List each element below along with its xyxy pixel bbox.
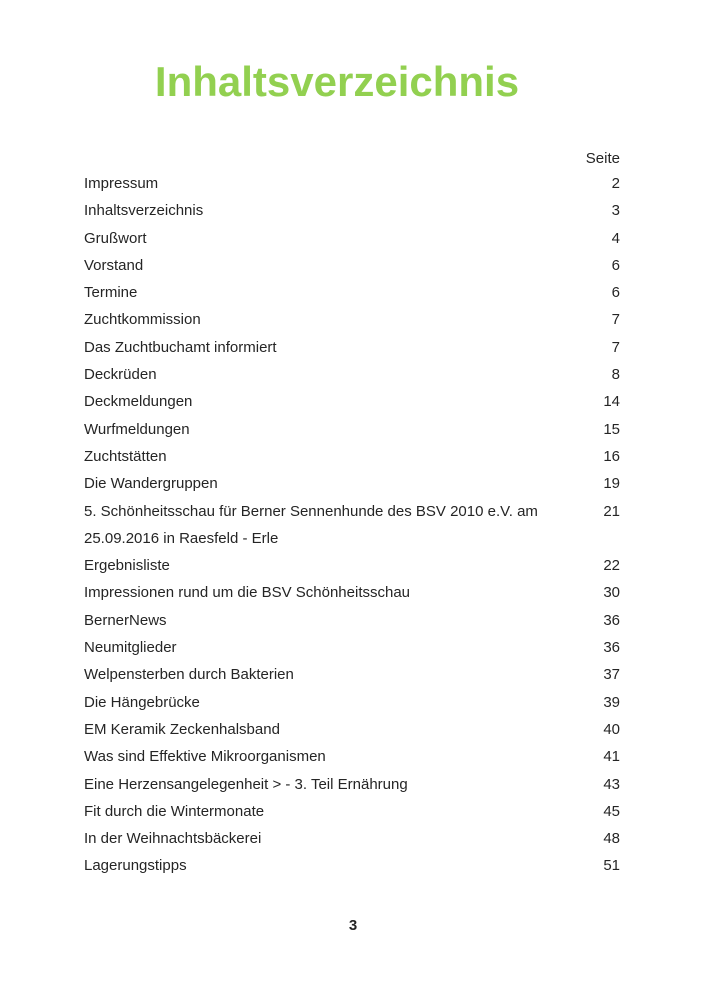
toc-entry-page: 37 xyxy=(603,666,620,684)
toc-entry-label: Welpensterben durch Bakterien xyxy=(84,666,294,684)
toc-entry-label-cell xyxy=(84,443,592,470)
toc-entry-label: Deckrüden xyxy=(84,366,157,384)
toc-row xyxy=(84,743,620,770)
toc-entry-label: Das Zuchtbuchamt informiert xyxy=(84,338,277,356)
toc-row xyxy=(84,852,620,879)
toc-entry-label: Lagerungstipps xyxy=(84,857,187,875)
toc-entry-label: 5. Schönheitsschau für Berner Sennenhunde des BSV 2010 e.V. am xyxy=(84,502,538,520)
toc-entry-label-cell xyxy=(84,170,592,197)
toc-row xyxy=(84,334,620,361)
toc-entry-page: 7 xyxy=(611,311,620,329)
toc-entry-page: 14 xyxy=(603,393,620,411)
toc-entry-label: Termine xyxy=(84,284,138,302)
toc-entry-label-cell xyxy=(84,661,592,688)
toc-entry-label-cell xyxy=(84,579,592,606)
toc-entry-label-cell xyxy=(84,279,592,306)
toc-entry-label-cell xyxy=(84,388,592,415)
toc-row xyxy=(84,607,620,634)
toc-entry-page: 3 xyxy=(611,202,620,220)
toc-entry-page: 48 xyxy=(603,830,620,848)
toc-row xyxy=(84,689,620,716)
toc-row xyxy=(84,661,620,688)
toc-entry-label: EM Keramik Zeckenhalsband xyxy=(84,720,280,738)
toc-entry-label-cell xyxy=(84,771,592,798)
page-column-header: Seite xyxy=(585,150,620,167)
toc-entry-label: Wurfmeldungen xyxy=(84,420,190,438)
toc-entry-label-cell xyxy=(84,743,592,770)
toc-row xyxy=(84,716,620,743)
toc-entry-page: 41 xyxy=(603,748,620,766)
toc-entry-label: Eine Herzensangelegenheit > - 3. Teil Ernährung xyxy=(84,775,408,793)
toc-entry-label: Zuchtstätten xyxy=(84,447,167,465)
toc-entry-label: In der Weihnachtsbäckerei xyxy=(84,830,262,848)
toc-entry-label: Die Hängebrücke xyxy=(84,693,200,711)
toc-row xyxy=(84,579,620,606)
toc-row xyxy=(84,225,620,252)
toc-entry-label-cell xyxy=(84,361,592,388)
toc-entry-page: 36 xyxy=(603,611,620,629)
toc-row xyxy=(84,416,620,443)
toc-entry-label-cell xyxy=(84,607,592,634)
toc-row xyxy=(84,771,620,798)
toc-entry-page: 30 xyxy=(603,584,620,602)
toc-list xyxy=(84,170,620,880)
toc-row xyxy=(84,279,620,306)
footer-page-number: 3 xyxy=(348,917,358,934)
toc-row xyxy=(84,552,620,579)
toc-row xyxy=(84,634,620,661)
toc-entry-label-cell xyxy=(84,825,592,852)
toc-entry-label-cell xyxy=(84,470,592,497)
toc-row xyxy=(84,252,620,279)
toc-entry-label-cell xyxy=(84,197,592,224)
toc-entry-label: Was sind Effektive Mikroorganismen xyxy=(84,748,326,766)
toc-entry-label: Inhaltsverzeichnis xyxy=(84,202,204,220)
toc-entry-label: Impressum xyxy=(84,175,159,192)
toc-row xyxy=(84,443,620,470)
toc-entry-page: 6 xyxy=(611,256,620,274)
toc-entry-page: 4 xyxy=(611,229,620,247)
toc-entry-label: Vorstand xyxy=(84,256,144,274)
toc-entry-label: Deckmeldungen xyxy=(84,393,193,411)
toc-entry-page: 40 xyxy=(603,720,620,738)
toc-entry-page: 19 xyxy=(603,475,620,493)
toc-entry-page: 51 xyxy=(603,857,620,875)
toc-entry-page: 21 xyxy=(603,502,620,520)
toc-entry-label: Die Wandergruppen xyxy=(84,475,218,493)
toc-entry-label: Neumitglieder xyxy=(84,639,177,657)
toc-entry-label-cell xyxy=(84,716,592,743)
toc-entry-page: 16 xyxy=(603,447,620,465)
toc-entry-continuation: 25.09.2016 in Raesfeld - Erle xyxy=(84,529,279,547)
toc-entry-label-cell xyxy=(84,552,592,579)
toc-entry-label: BernerNews xyxy=(84,611,167,629)
toc-row xyxy=(84,388,620,415)
toc-row xyxy=(84,825,620,852)
toc-entry-page: 22 xyxy=(603,557,620,575)
toc-entry-page: 7 xyxy=(611,338,620,356)
toc-entry-page: 43 xyxy=(603,775,620,793)
toc-entry-page: 15 xyxy=(603,420,620,438)
toc-entry-label-cell xyxy=(84,334,592,361)
toc-entry-page: 6 xyxy=(611,284,620,302)
toc-entry-label: Grußwort xyxy=(84,229,147,247)
toc-entry-page: 36 xyxy=(603,639,620,657)
toc-entry-page: 45 xyxy=(603,802,620,820)
toc-entry-label: Fit durch die Wintermonate xyxy=(84,802,265,820)
toc-entry-page: 8 xyxy=(611,366,620,384)
toc-row xyxy=(84,361,620,388)
toc-entry-label: Impressionen rund um die BSV Schönheitsschau xyxy=(84,584,411,602)
toc-row xyxy=(84,498,620,553)
page-title: Inhaltsverzeichnis xyxy=(154,58,520,105)
toc-entry-page: 39 xyxy=(603,693,620,711)
toc-row xyxy=(84,170,620,197)
toc-row xyxy=(84,470,620,497)
toc-entry-label: Ergebnisliste xyxy=(84,557,170,575)
toc-entry-label-cell xyxy=(84,306,592,333)
toc-entry-label-cell xyxy=(84,689,592,716)
toc-entry-label-cell xyxy=(84,634,592,661)
toc-entry-page: 2 xyxy=(611,175,620,192)
toc-entry-label-cell xyxy=(84,416,592,443)
toc-row xyxy=(84,197,620,224)
toc-entry-label-cell xyxy=(84,252,592,279)
toc-row xyxy=(84,798,620,825)
toc-entry-label-cell xyxy=(84,852,592,879)
toc-entry-label: Zuchtkommission xyxy=(84,311,201,329)
toc-entry-label-cell xyxy=(84,798,592,825)
toc-entry-label-cell xyxy=(84,225,592,252)
toc-row xyxy=(84,306,620,333)
toc-entry-label-cell xyxy=(84,498,592,553)
